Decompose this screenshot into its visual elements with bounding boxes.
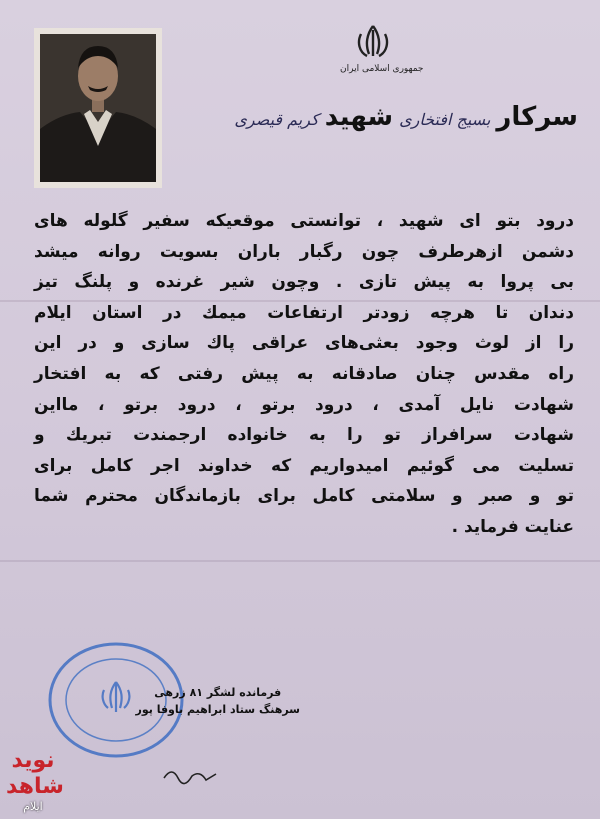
addressee-header	[234, 102, 578, 132]
body-line: تسلیت می گوئیم امیدواریم که خداوند اجر کامل برای	[34, 455, 574, 476]
martyr-portrait-photo	[34, 28, 162, 188]
signatory-title: فرمانده لشگر ۸۱ زرهی	[154, 686, 282, 699]
iran-emblem	[340, 24, 424, 74]
header-title: سرکار	[496, 102, 578, 132]
emblem-caption: جمهوری اسلامی ایران	[340, 64, 424, 74]
emblem-icon	[353, 24, 393, 60]
body-line: درود بتو ای شهید ، توانستی موقعیکه سفیر گلوله های	[34, 211, 574, 231]
body-line: راه مقدس چنان صادقانه به پیش رفتی که به افتخار	[34, 363, 574, 384]
watermark-label: ایلام	[23, 800, 43, 813]
body-line: بی پروا به پیش تازی . وچون شیر غرنده و پلنگ تیز	[34, 272, 574, 293]
body-line: عنایت فرماید .	[451, 516, 574, 537]
body-line: دشمن ازهرطرف چون رگبار باران بسویت روانه میشد	[34, 241, 574, 262]
handwritten-rank: بسیج افتخاری	[399, 110, 491, 129]
body-line: تو و صبر و سلامتی کامل برای بازماندگان محترم شما	[34, 486, 574, 507]
signature-block	[136, 684, 301, 718]
watermark-logo-text: نوید شاهد	[6, 748, 64, 799]
handwritten-signature	[160, 760, 220, 790]
signatory-name: سرهنگ ستاد ابراهیم باوفا پور	[135, 703, 300, 716]
paper-fold	[0, 560, 600, 562]
body-line: را از لوث وجود بعثی‌های عراقی پاك سازی و در این	[34, 333, 574, 354]
watermark-logo	[6, 748, 64, 813]
body-line: دندان تا هرچه زودتر ارتفاعات میمك در استان ایلام	[34, 302, 574, 323]
letter-body	[34, 206, 574, 543]
handwritten-name: کریم قیصری	[234, 110, 319, 129]
body-line: شهادت سرافراز تو را به خانواده ارجمندت تبریك و	[34, 425, 574, 446]
body-line: شهادت نایل آمدی ، درود برتو ، درود برتو ، مااین	[34, 394, 574, 415]
header-martyr: شهید	[324, 102, 394, 132]
